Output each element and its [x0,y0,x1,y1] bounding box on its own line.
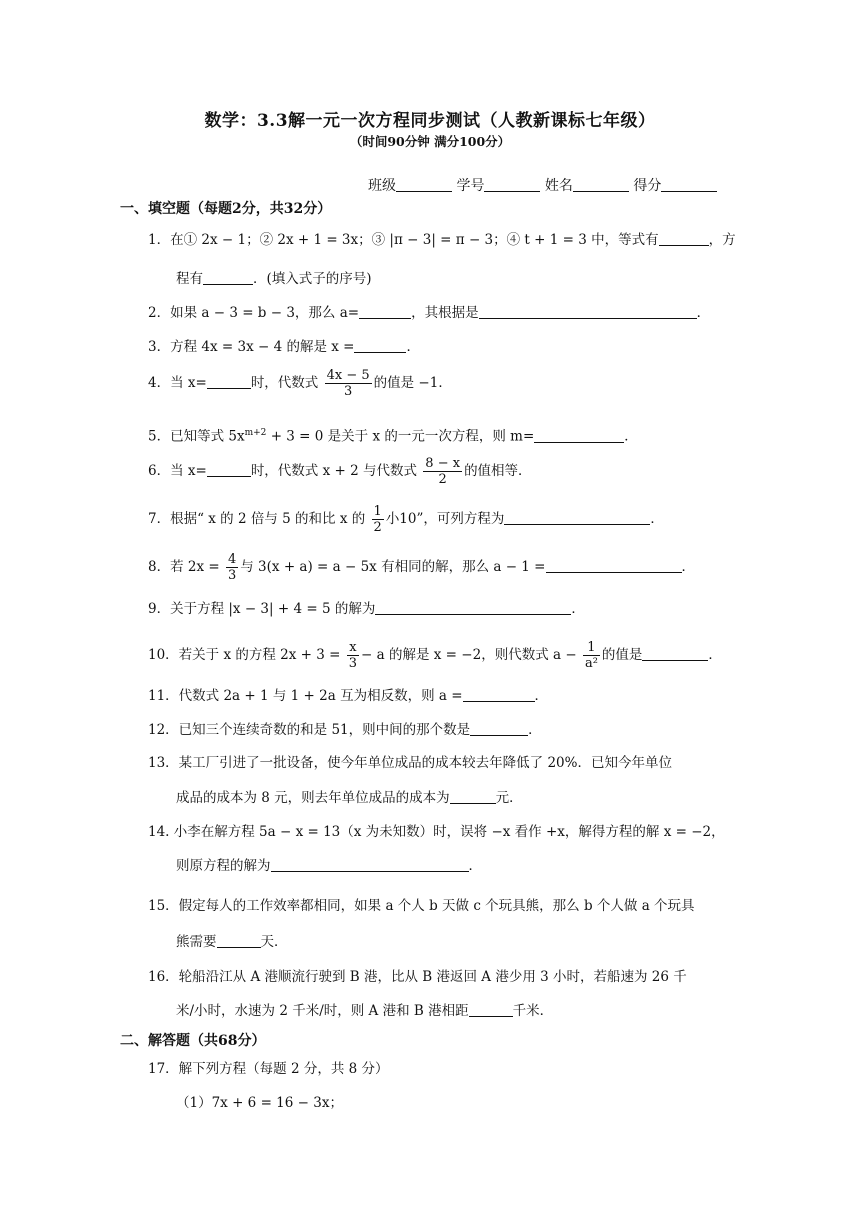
q6-text: 6．当 x= [148,463,207,479]
question-7: 7．根据“ x 的 2 倍与 5 的和比 x 的 $\frac{1}{2}$ 小10”，可列方程为 ． [148,504,664,535]
page-title: 数学：3.3解一元一次方程同步测试（人教新课标七年级） [204,111,656,131]
score-label: 得分 [633,178,662,194]
q15-text-2: 熊需要 [176,934,217,950]
q10-denominator-1: 3 [348,656,358,671]
question-1-cont [176,268,372,290]
q1-text-3: 程有 [176,271,203,287]
q5-text: 5．已知等式 5x [148,428,245,445]
q10-numerator-1: x [347,640,359,656]
q4-denominator: 3 [343,384,353,399]
q1-blank-2[interactable] [203,270,253,285]
question-10: 10．若关于 x 的方程 2x + 3 = $\frac{x}{3}$ − a 的解是 x = −2，则代数式 a − $\frac{1}{\text{a²}}$ 的值是 ． [148,640,722,671]
question-15-cont [176,931,288,953]
q2-blank-2[interactable] [479,304,697,319]
q5-text-2: + 3 = 0 是关于 x 的一元一次方程，则 m= [266,428,535,445]
q7-numerator: 1 [373,504,382,519]
q6-blank[interactable] [207,462,251,477]
q4-text: 4．当 x= [148,375,207,391]
question-3: 3．方程 4x = 3x − 4 的解是 x = ． [148,339,420,355]
q5-exponent: m+2 [244,428,267,438]
q9-blank[interactable] [375,600,571,615]
q4-text-2: 时，代数式 [250,375,319,391]
q12-text: 12．已知三个连续奇数的和是 51，则中间的那个数是 [148,722,471,738]
q9-text: 9．关于方程 |x − 3| + 4 = 5 的解为 [148,601,376,617]
q7-text-2: 小10”，可列方程为 [385,511,505,527]
page-subtitle: （时间90分钟 满分100分） [349,134,511,149]
q17-text: 17．解下列方程（每题 2 分，共 8 分） [148,1061,389,1077]
q4-text-3: 的值是 −1． [373,375,452,391]
question-4 [148,368,452,399]
question-2: 2．如果 a − 3 = b − 3，那么 a= ，其根据是 ． [148,305,711,321]
q14-blank[interactable] [271,857,469,872]
q6-denominator: 2 [438,472,447,487]
q2-text: 2．如果 a − 3 = b − 3，那么 a= [148,305,360,321]
q15-text: 15．假定每人的工作效率都相同，如果 a 个人 b 天做 c 个玩具熊，那么 b 个人做 a 个玩具 [148,898,695,914]
name-blank[interactable] [573,177,629,192]
question-16-cont [176,1000,553,1022]
name-label: 姓名 [544,178,573,194]
q8-text-2: 与 3(x + a) = a − 5x 有相同的解，那么 a − 1 = [240,559,546,575]
q2-text-2: ，其根据是 [411,305,479,321]
q8-denominator: 3 [227,568,237,583]
question-17-part-1 [176,1092,343,1114]
q7-fraction [372,504,384,535]
q7-text: 7．根据“ x 的 2 倍与 5 的和比 x 的 [148,511,366,527]
score-blank[interactable] [661,177,717,192]
q1-text: 1．在① 2x − 1；② 2x + 1 = 3x；③ |π − 3| = π − 3；④ t + 1 = 3 中，等式有 [148,232,659,248]
question-9: 9．关于方程 |x − 3| + 4 = 5 的解为 ． [148,601,585,617]
question-16 [148,966,687,988]
section-answer-heading: 二、解答题（共68分） [120,1033,266,1049]
q5-blank[interactable] [534,428,624,443]
q10-numerator-2: 1 [583,640,600,656]
question-6 [148,456,532,487]
question-1 [148,229,736,251]
student-info-line [368,175,717,195]
q11-text: 11．代数式 2a + 1 与 1 + 2a 互为相反数，则 a = [148,688,463,704]
q3-text: 3．方程 4x = 3x − 4 的解是 x = [148,339,355,355]
q4-numerator: 4x − 5 [326,368,370,383]
class-label: 班级 [368,178,396,194]
q1-text-2: ，方 [708,232,736,248]
q10-text-3: 的值是 [601,647,643,663]
q11-blank[interactable] [463,687,535,702]
number-label: 学号 [456,178,485,194]
q13-text-3: 元． [495,790,523,806]
q8-numerator: 4 [227,552,237,567]
q4-blank[interactable] [207,374,251,389]
q13-text: 13．某工厂引进了一批设备，使今年单位成品的成本较去年降低了 20%．已知今年单位 [148,755,672,771]
q13-blank[interactable] [450,789,496,804]
question-17 [148,1058,389,1080]
question-11: 11．代数式 2a + 1 与 1 + 2a 互为相反数，则 a = ． [148,688,549,704]
q2-blank-1[interactable] [359,304,411,319]
q6-text-3: 的值相等． [464,463,532,479]
q15-text-3: 天． [260,934,288,950]
q3-blank[interactable] [354,338,406,353]
question-8: 8．若 2x = $\frac{4}{3}$ 与 3(x + a) = a − 5x 有相同的解，那么 a − 1 = ． [148,552,695,583]
q1-blank-1[interactable] [659,231,709,246]
question-14-cont: 则原方程的解为 ． [176,858,482,874]
q12-blank[interactable] [470,721,528,736]
q6-text-2: 时，代数式 x + 2 与代数式 [250,463,417,479]
question-14 [148,821,725,843]
q8-blank[interactable] [546,558,682,573]
q10-text-2: − a 的解是 x = −2，则代数式 a − [361,647,577,663]
question-13 [148,752,672,774]
q14-text: 14. 小李在解方程 5a − x = 13（x 为未知数）时，误将 −x 看作 +x，解得方程的解 x = −2， [148,824,725,840]
q10-denominator-2: a² [584,656,598,671]
question-5: 5．已知等式 $5x^{m+2} + 3 = 0$ 是关于 x 的一元一次方程，则 m= ． [148,428,638,445]
question-13-cont [176,787,523,809]
q8-fraction [226,552,238,583]
q10-blank[interactable] [642,646,708,661]
q6-numerator: 8 − x [425,456,461,471]
question-15 [148,895,695,917]
q13-text-2: 成品的成本为 8 元，则去年单位成品的成本为 [176,790,450,806]
q14-text-2: 则原方程的解为 [176,858,271,874]
q7-blank[interactable] [504,510,650,525]
q16-text-2: 米/小时，水速为 2 千米/时，则 A 港和 B 港相距 [176,1003,469,1019]
q10-text: 10．若关于 x 的方程 2x + 3 = [148,647,341,663]
q8-text: 8．若 2x = [148,559,220,575]
number-blank[interactable] [484,177,540,192]
q16-text: 16．轮船沿江从 A 港顺流行驶到 B 港，比从 B 港返回 A 港少用 3 小时，若船速为 26 千 [148,969,687,985]
q10-fraction-1 [347,640,359,671]
q16-blank[interactable] [469,1002,513,1017]
question-12: 12．已知三个连续奇数的和是 51，则中间的那个数是 ． [148,722,542,738]
q4-fraction [325,368,372,399]
q17-part-1-text: （1）7x + 6 = 16 − 3x； [176,1095,343,1111]
class-blank[interactable] [396,177,452,192]
section-fill-heading: 一、填空题（每题2分，共32分） [120,201,332,217]
q6-fraction [423,456,462,487]
q7-denominator: 2 [373,520,382,535]
q10-fraction-2 [583,640,600,671]
q16-text-3: 千米． [512,1003,554,1019]
q1-text-4: ．(填入式子的序号) [253,271,372,287]
q15-blank[interactable] [217,933,261,948]
